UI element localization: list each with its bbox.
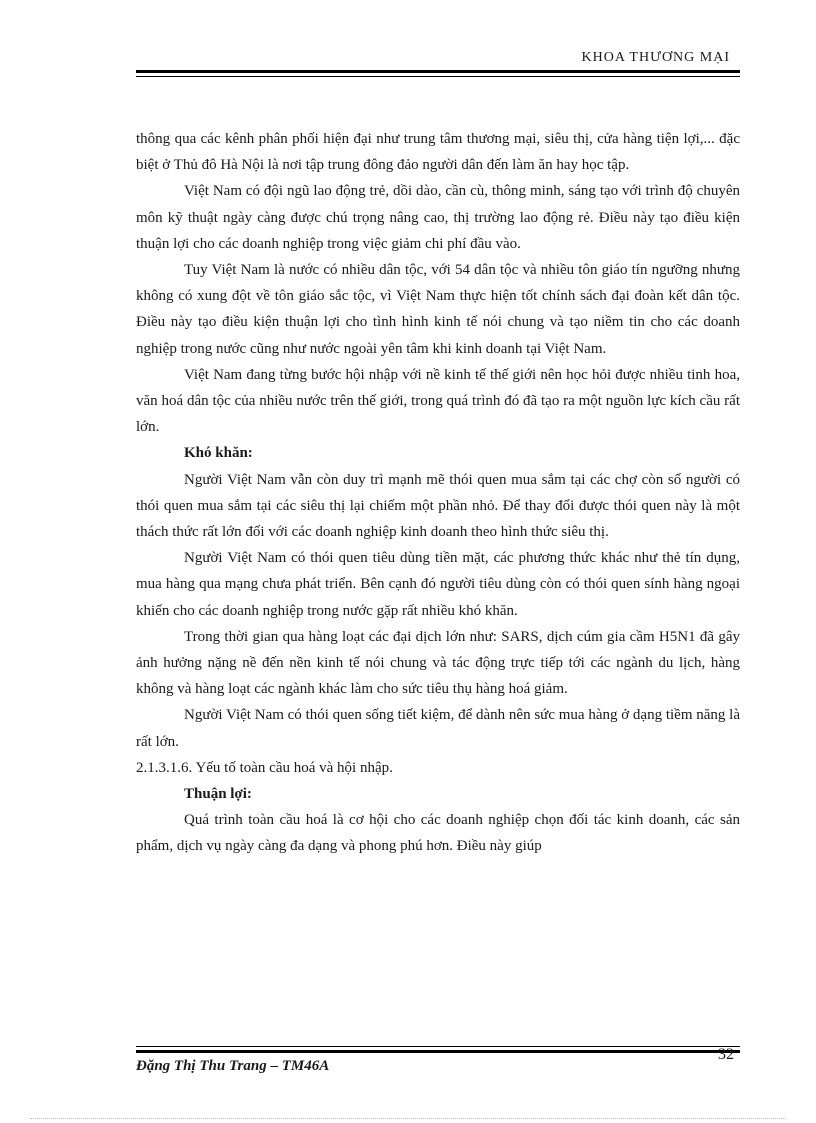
document-body bbox=[136, 126, 740, 860]
section-heading: 2.1.3.1.6. Yếu tố toàn cầu hoá và hội nhập. bbox=[136, 759, 393, 776]
paragraph: Người Việt Nam có thói quen tiêu dùng tiền mặt, các phương thức khác như thẻ tín dụng, mua hàng qua mạng chưa phát triển. Bên cạnh đó người tiêu dùng còn có thói quen sính hàng ngoại khiến cho các doanh nghiệp trong nước gặp rất nhiều khó khăn. bbox=[136, 550, 740, 619]
subheading-thuan-loi: Thuận lợi: bbox=[184, 786, 252, 803]
header-title: KHOA THƯƠNG MẠI bbox=[581, 50, 730, 65]
paragraph: Người Việt Nam có thói quen sống tiết kiệm, để dành nên sức mua hàng ở dạng tiềm năng là rất lớn. bbox=[136, 707, 740, 750]
page-edge-divider bbox=[30, 1118, 786, 1119]
header-rule-thin bbox=[136, 76, 740, 77]
page-number: 32 bbox=[718, 1046, 734, 1063]
footer-rule-thin bbox=[136, 1046, 740, 1047]
paragraph: Trong thời gian qua hàng loạt các đại dịch lớn như: SARS, dịch cúm gia cầm H5N1 đã gây ảnh hưởng nặng nề đến nền kinh tế nói chung và tác động trực tiếp tới các ngành du lịch, hàng không và hàng loạt các ngành khác làm cho sức tiêu thụ hàng hoá giảm. bbox=[136, 628, 740, 698]
paragraph: Người Việt Nam vẫn còn duy trì mạnh mẽ thói quen mua sắm tại các chợ còn số người có thói quen mua sắm tại các siêu thị lại chiếm một phần nhỏ. Để thay đổi được thói quen này là một thách thức rất lớn đối với các doanh nghiệp kinh doanh theo hình thức siêu thị. bbox=[136, 471, 740, 541]
paragraph: Tuy Việt Nam là nước có nhiều dân tộc, với 54 dân tộc và nhiều tôn giáo tín ngưỡng nhưng không có xung đột về tôn giáo sắc tộc, vì Việt Nam thực hiện tốt chính sách đại đoàn kết dân tộc. Điều này tạo điều kiện thuận lợi cho tình hình kinh tế nói chung và tạo niềm tin cho các doanh nghiệp trong nước cũng như nước ngoài yên tâm khi kinh doanh tại Việt Nam. bbox=[136, 262, 740, 357]
paragraph: Việt Nam đang từng bước hội nhập với nề kinh tế thế giới nên học hỏi được nhiều tinh hoa, văn hoá dân tộc của nhiều nước trên thế giới, trong quá trình đó đã tạo ra một nguồn lực kích cầu rất lớn. bbox=[136, 366, 740, 436]
footer-rule-thick bbox=[136, 1050, 740, 1053]
footer-author: Đặng Thị Thu Trang – TM46A bbox=[136, 1058, 330, 1074]
paragraph: Việt Nam có đội ngũ lao động trẻ, dồi dào, cần cù, thông minh, sáng tạo với trình độ chuyên môn kỹ thuật ngày càng được chú trọng nâng cao, thị trường lao động rẻ. Điều này tạo điều kiện thuận lợi cho các doanh nghiệp trong việc giảm chi phí đầu vào. bbox=[136, 183, 740, 252]
paragraph: Quá trình toàn cầu hoá là cơ hội cho các doanh nghiệp chọn đối tác kinh doanh, các sản phẩm, dịch vụ ngày càng đa dạng và phong phú hơn. Điều này giúp bbox=[136, 812, 740, 855]
subheading-kho-khan: Khó khăn: bbox=[184, 445, 253, 462]
paragraph: thông qua các kênh phân phối hiện đại như trung tâm thương mại, siêu thị, cửa hàng tiện lợi,... đặc biệt ở Thủ đô Hà Nội là nơi tập trung đông đảo người dân đến làm ăn hay học tập. bbox=[136, 131, 740, 174]
header-rule-thick bbox=[136, 70, 740, 73]
